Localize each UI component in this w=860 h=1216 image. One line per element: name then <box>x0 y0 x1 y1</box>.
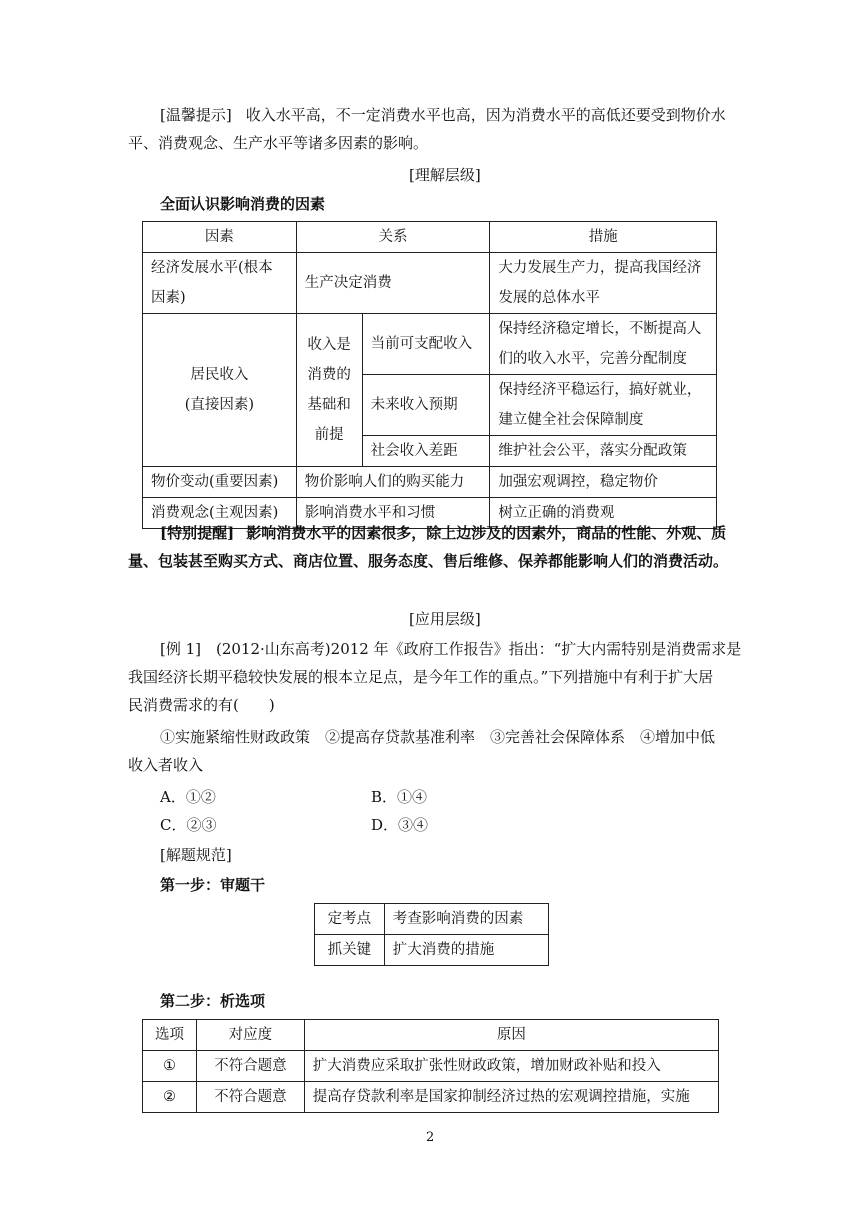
income-sub-cell: 未来收入预期 <box>362 375 490 436</box>
header-relation: 关系 <box>296 222 490 253</box>
reason-cell: 提高存贷款利率是国家抑制经济过热的宏观调控措施，实施 <box>304 1082 718 1113</box>
header-measure: 措施 <box>490 222 717 253</box>
fit-cell: 不符合题意 <box>196 1051 304 1082</box>
factor-text: 居民收入 <box>190 367 249 383</box>
measure-text: 发展的总体水平 <box>498 290 600 306</box>
income-sub-cell: 社会收入差距 <box>362 436 490 467</box>
choice-b: B．①④ <box>371 788 428 806</box>
step2-title: 第二步：析选项 <box>160 992 266 1010</box>
factor-text: (直接因素) <box>184 397 255 413</box>
option-cell: ① <box>143 1051 197 1082</box>
fit-cell: 不符合题意 <box>196 1082 304 1113</box>
basis-text: 基础和 <box>307 397 351 413</box>
factor-cell: 消费观念(主观因素) <box>143 498 297 529</box>
step1-value-cell: 考查影响消费的因素 <box>384 904 548 935</box>
page-number: 2 <box>426 1130 435 1145</box>
tip-label: [温馨提示] <box>160 106 232 124</box>
reason-cell: 扩大消费应采取扩张性财政政策，增加财政补贴和投入 <box>304 1051 718 1082</box>
header-fit: 对应度 <box>196 1020 304 1051</box>
level-understand-heading: [理解层级] <box>409 166 481 184</box>
measure-cell <box>490 375 717 436</box>
step1-key-cell: 定考点 <box>315 904 385 935</box>
basis-text: 前提 <box>314 427 344 443</box>
choice-c: C．②③ <box>160 816 217 834</box>
measure-cell: 加强宏观调控，稳定物价 <box>490 467 717 498</box>
special-line-2: 量、包装甚至购买方式、商店位置、服务态度、售后维修、保养都能影响人们的消费活动。 <box>128 552 729 570</box>
factor-cell: 物价变动(重要因素) <box>143 467 297 498</box>
tip-line-2: 平、消费观念、生产水平等诸多因素的影响。 <box>128 134 429 152</box>
relation-cell: 影响消费水平和习惯 <box>296 498 490 529</box>
step1-key-cell: 抓关键 <box>315 935 385 966</box>
header-factor: 因素 <box>143 222 297 253</box>
choice-d: D．③④ <box>371 816 429 834</box>
income-factor-cell <box>143 314 297 467</box>
example-line-3: 民消费需求的有( ) <box>128 696 275 714</box>
measure-text: 保持经济平稳运行，搞好就业， <box>498 382 702 398</box>
table-row <box>143 253 717 314</box>
measure-cell: 维护社会公平，落实分配政策 <box>490 436 717 467</box>
tip-text-1: 收入水平高，不一定消费水平也高，因为消费水平的高低还要受到物价水 <box>245 106 726 124</box>
table-row <box>143 1051 719 1082</box>
option-cell: ② <box>143 1082 197 1113</box>
measure-cell <box>490 253 717 314</box>
income-basis-cell <box>296 314 362 467</box>
table-header-row <box>143 222 717 253</box>
measure-text: 们的收入水平，完善分配制度 <box>498 351 687 367</box>
level-apply-heading: [应用层级] <box>409 610 481 628</box>
tip-line-1 <box>160 104 726 126</box>
measure-cell: 树立正确的消费观 <box>490 498 717 529</box>
relation-cell: 生产决定消费 <box>296 253 490 314</box>
table-row <box>315 935 549 966</box>
income-sub-cell: 当前可支配收入 <box>362 314 490 375</box>
options-line-2: 收入者收入 <box>128 756 204 774</box>
header-reason: 原因 <box>304 1020 718 1051</box>
measure-text: 建立健全社会保障制度 <box>498 412 644 428</box>
step1-table <box>314 903 549 966</box>
step1-value-cell: 扩大消费的措施 <box>384 935 548 966</box>
special-line-1 <box>160 522 726 544</box>
choice-a: A．①② <box>160 788 216 806</box>
measure-text: 大力发展生产力，提高我国经济 <box>498 260 702 276</box>
header-option: 选项 <box>143 1020 197 1051</box>
special-label: [特别提醒] <box>160 524 235 542</box>
relation-cell: 物价影响人们的购买能力 <box>296 467 490 498</box>
solution-label: [解题规范] <box>160 846 232 864</box>
table-row <box>143 1082 719 1113</box>
step2-table <box>142 1019 719 1113</box>
factor-text: 经济发展水平(根本 <box>151 260 273 276</box>
factor-cell <box>143 253 297 314</box>
example-line-1: [例 1] (2012·山东高考)2012 年《政府工作报告》指出：“扩大内需特别是消费需求是 <box>160 640 742 658</box>
measure-cell <box>490 314 717 375</box>
factor-text: 因素) <box>151 290 186 306</box>
basis-text: 消费的 <box>307 367 351 383</box>
table-row <box>143 314 717 375</box>
table-row <box>143 467 717 498</box>
factors-table <box>142 221 717 529</box>
special-text-1: 影响消费水平的因素很多，除上边涉及的因素外，商品的性能、外观、质 <box>246 524 727 542</box>
table-row <box>315 904 549 935</box>
measure-text: 保持经济稳定增长，不断提高人 <box>498 321 702 337</box>
basis-text: 收入是 <box>307 337 351 353</box>
factors-table-title: 全面认识影响消费的因素 <box>160 195 326 213</box>
example-line-2: 我国经济长期平稳较快发展的根本立足点，是今年工作的重点。”下列措施中有利于扩大居 <box>128 668 714 686</box>
step1-title: 第一步：审题干 <box>160 876 266 894</box>
table-header-row <box>143 1020 719 1051</box>
options-line-1: ①实施紧缩性财政政策 ②提高存贷款基准利率 ③完善社会保障体系 ④增加中低 <box>160 728 716 746</box>
